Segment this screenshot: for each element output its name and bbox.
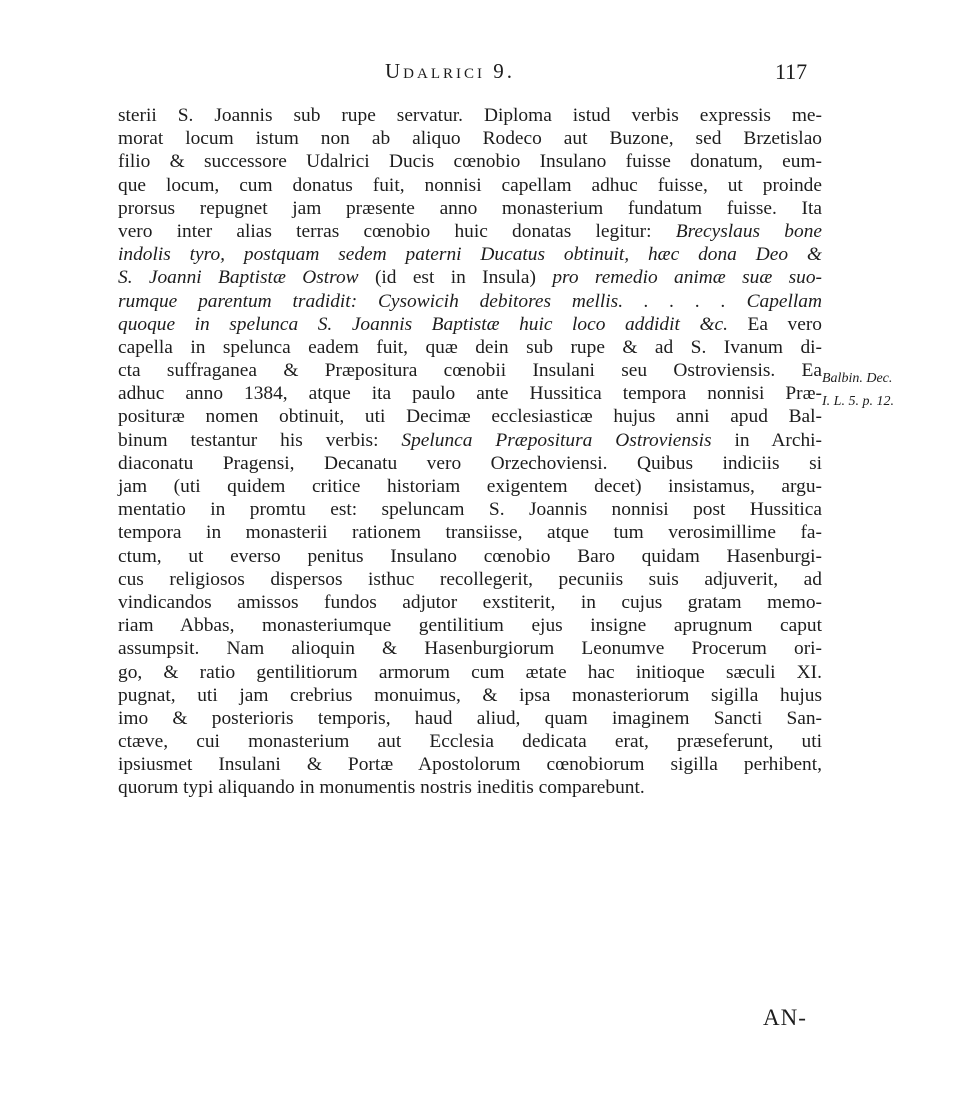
body-text xyxy=(118,104,822,800)
text-line xyxy=(118,753,822,776)
text-segment: mentatio in promtu est: speluncam S. Joannis nonnisi post Hussitica xyxy=(118,499,822,521)
text-segment: vero inter alias terras cœnobio huic donatas legitur: xyxy=(118,220,676,242)
text-segment: riam Abbas, monasteriumque gentilitium ejus insigne aprugnum caput xyxy=(118,615,822,637)
text-segment: capella in spelunca eadem fuit, quæ dein sub rupe & ad S. Ivanum di- xyxy=(118,336,822,358)
text-line xyxy=(118,730,822,753)
page-number: 117 xyxy=(775,59,808,84)
text-segment: jam (uti quidem critice historiam exigentem decet) insistamus, argu- xyxy=(118,476,822,497)
text-line xyxy=(118,568,822,591)
italic-segment: rumque parentum tradidit: Cysowicih debitores mellis. . . . . Capellam xyxy=(118,290,822,312)
text-line xyxy=(118,150,822,173)
text-line xyxy=(118,243,822,266)
text-segment: morat locum istum non ab aliquo Rodeco aut Buzone, sed Brzetislao xyxy=(118,128,822,150)
text-line xyxy=(118,475,822,498)
italic-segment: S. Joanni Baptistæ Ostrow xyxy=(118,267,359,289)
text-segment: tempora in monasterii rationem transiisse, atque tum verosimillime fa- xyxy=(118,522,822,544)
text-segment: imo & posterioris temporis, haud aliud, quam imaginem Sancti San- xyxy=(118,707,822,729)
text-line xyxy=(118,174,822,197)
text-line xyxy=(118,382,822,405)
text-segment: prorsus repugnet jam præsente anno monasterium fundatum fuisse. Ita xyxy=(118,197,822,219)
text-segment: cus religiosos dispersos isthuc recollegerit, pecuniis suis adjuverit, ad xyxy=(118,568,822,590)
text-line xyxy=(118,684,822,707)
text-line xyxy=(118,127,822,150)
text-segment: ctæve, cui monasterium aut Ecclesia dedicata erat, præseferunt, uti xyxy=(118,731,822,753)
text-segment: go, & ratio gentilitiorum armorum cum ætate hac initioque sæculi XI. xyxy=(118,661,822,683)
margin-note-line-1: Balbin. Dec. xyxy=(822,371,893,386)
italic-segment: Brecyslaus bone xyxy=(675,220,823,242)
text-segment: (id est in Insula) xyxy=(358,267,553,289)
text-segment: posituræ nomen obtinuit, uti Decimæ ecclesiasticæ hujus anni apud Bal- xyxy=(118,406,822,428)
text-line xyxy=(118,336,822,359)
text-segment: ctum, ut everso penitus Insulano cœnobio Baro quidam Hasenburgi- xyxy=(118,545,822,567)
text-segment: quorum typi aliquando in monumentis nostris ineditis comparebunt. xyxy=(118,777,645,799)
text-line xyxy=(118,359,822,382)
text-line xyxy=(118,545,822,568)
text-line xyxy=(118,707,822,730)
margin-note xyxy=(822,367,952,413)
italic-segment: indolis tyro, postquam sedem paterni Ducatus obtinuit, hæc dona Deo & xyxy=(118,244,822,266)
catchword: AN- xyxy=(763,1005,807,1030)
text-segment: cta suffraganea & Præpositura cœnobii Insulani seu Ostroviensis. Ea xyxy=(118,360,822,382)
text-segment: sterii S. Joannis sub rupe servatur. Diploma istud verbis expressis me- xyxy=(118,105,822,126)
text-segment: in Archi- xyxy=(711,429,822,451)
italic-segment: Spelunca Præpositura Ostroviensis xyxy=(401,429,712,451)
text-line xyxy=(118,313,822,336)
text-segment: vindicandos amissos fundos adjutor exstiterit, in cujus gratam memo- xyxy=(118,591,822,613)
text-segment: pugnat, uti jam crebrius monuimus, & ipsa monasteriorum sigilla hujus xyxy=(118,684,822,706)
text-line xyxy=(118,637,822,660)
text-line xyxy=(118,591,822,614)
text-line xyxy=(118,521,822,544)
text-segment: assumpsit. Nam alioquin & Hasenburgiorum Leonumve Procerum ori- xyxy=(118,638,822,660)
text-line xyxy=(118,429,822,452)
text-segment: filio & successore Udalrici Ducis cœnobio Insulano fuisse donatum, eum- xyxy=(118,151,822,173)
text-line xyxy=(118,104,822,127)
text-line xyxy=(118,405,822,428)
text-segment: Ea vero xyxy=(728,313,822,335)
text-line xyxy=(118,661,822,684)
text-line xyxy=(118,498,822,521)
text-segment: diaconatu Pragensi, Decanatu vero Orzechoviensi. Quibus indiciis si xyxy=(118,452,822,474)
running-header-title: Udalrici 9. xyxy=(385,59,515,83)
italic-segment: pro remedio animæ suæ suo- xyxy=(552,267,822,289)
text-segment: binum testantur his verbis: xyxy=(118,429,402,451)
margin-note-line-2: I. L. 5. p. 12. xyxy=(822,394,894,409)
text-line xyxy=(118,776,822,799)
text-segment: ipsiusmet Insulani & Portæ Apostolorum cœnobiorum sigilla perhibent, xyxy=(118,754,822,776)
text-line xyxy=(118,614,822,637)
text-line xyxy=(118,197,822,220)
text-segment: adhuc anno 1384, atque ita paulo ante Hussitica tempora nonnisi Præ- xyxy=(118,383,822,405)
text-line xyxy=(118,220,822,243)
text-line xyxy=(118,452,822,475)
text-line xyxy=(118,266,822,289)
italic-segment: quoque in spelunca S. Joannis Baptistæ huic loco addidit &c. xyxy=(118,313,728,335)
text-line xyxy=(118,290,822,313)
text-segment: que locum, cum donatus fuit, nonnisi capellam adhuc fuisse, ut proinde xyxy=(118,174,822,196)
